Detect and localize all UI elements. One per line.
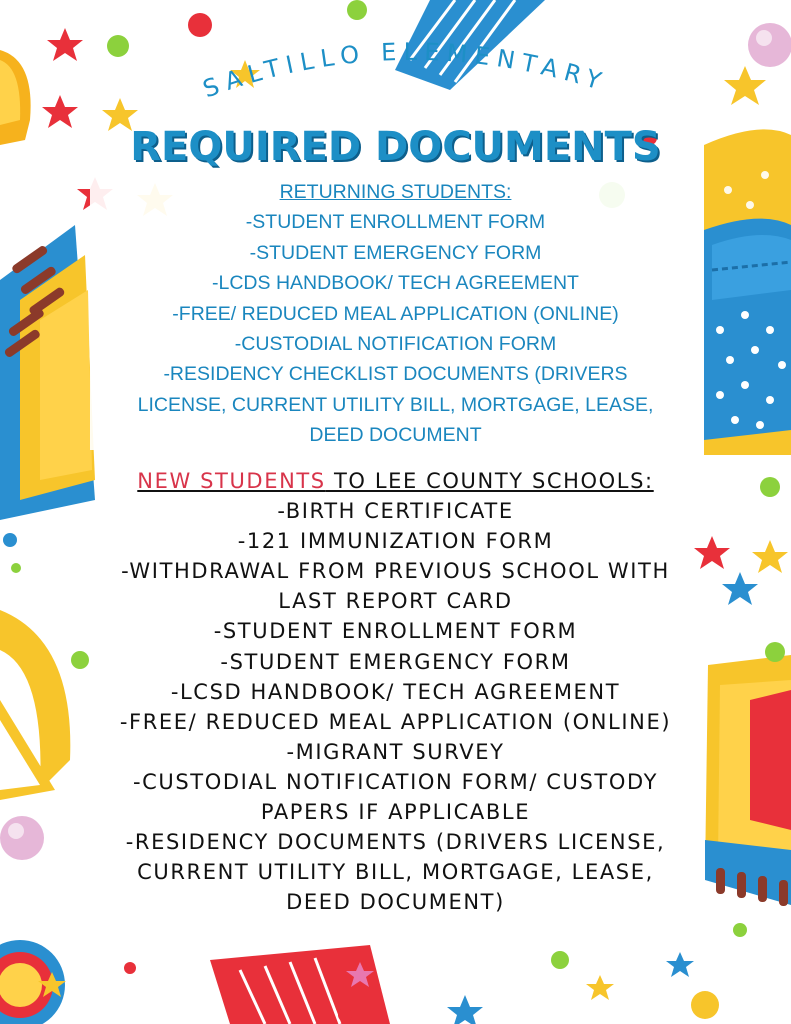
list-item: -FREE/ REDUCED MEAL APPLICATION (ONLINE): [119, 709, 672, 734]
returning-students-header: RETURNING STUDENTS:: [279, 181, 512, 203]
list-item: -RESIDENCY DOCUMENTS (DRIVERS LICENSE,: [125, 830, 666, 855]
list-item: -CUSTODIAL NOTIFICATION FORM/ CUSTODY: [132, 769, 659, 794]
list-item: -STUDENT EMERGENCY FORM: [220, 649, 571, 674]
page-title: REQUIRED DOCUMENTS: [130, 124, 661, 170]
school-name-arc: [0, 0, 791, 140]
new-students-section: [0, 466, 791, 917]
list-item: LAST REPORT CARD: [278, 589, 513, 614]
list-item: PAPERS IF APPLICABLE: [260, 800, 531, 825]
list-item: -STUDENT EMERGENCY FORM: [249, 241, 542, 264]
list-item: LICENSE, CURRENT UTILITY BILL, MORTGAGE, LEASE,: [137, 393, 654, 416]
list-item: CURRENT UTILITY BILL, MORTGAGE, LEASE,: [137, 860, 654, 885]
list-item: -MIGRANT SURVEY: [286, 739, 505, 764]
svg-text:SALTILLO ELEMENTARY: [199, 38, 611, 103]
list-item: DEED DOCUMENT): [286, 890, 505, 915]
red-stripe-decoration: [210, 945, 390, 1024]
list-item: -BIRTH CERTIFICATE: [277, 499, 514, 524]
list-item: -WITHDRAWAL FROM PREVIOUS SCHOOL WITH: [121, 559, 670, 584]
returning-students-section: [0, 177, 791, 451]
list-item: -LCSD HANDBOOK/ TECH AGREEMENT: [170, 679, 621, 704]
list-item: -LCDS HANDBOOK/ TECH AGREEMENT: [212, 272, 579, 295]
new-students-highlight: NEW STUDENTS: [137, 469, 326, 493]
list-item: -121 IMMUNIZATION FORM: [237, 529, 554, 554]
list-item: -STUDENT ENROLLMENT FORM: [213, 619, 578, 644]
list-item: -STUDENT ENROLLMENT FORM: [245, 211, 546, 234]
new-students-header-rest: TO LEE COUNTY SCHOOLS:: [325, 469, 654, 493]
new-students-header: [0, 466, 791, 496]
list-item: -RESIDENCY CHECKLIST DOCUMENTS (DRIVERS: [163, 363, 628, 386]
list-item: -FREE/ REDUCED MEAL APPLICATION (ONLINE): [172, 302, 619, 325]
school-name: SALTILLO ELEMENTARY: [199, 37, 612, 104]
list-item: -CUSTODIAL NOTIFICATION FORM: [234, 333, 557, 356]
list-item: DEED DOCUMENT: [309, 424, 482, 447]
